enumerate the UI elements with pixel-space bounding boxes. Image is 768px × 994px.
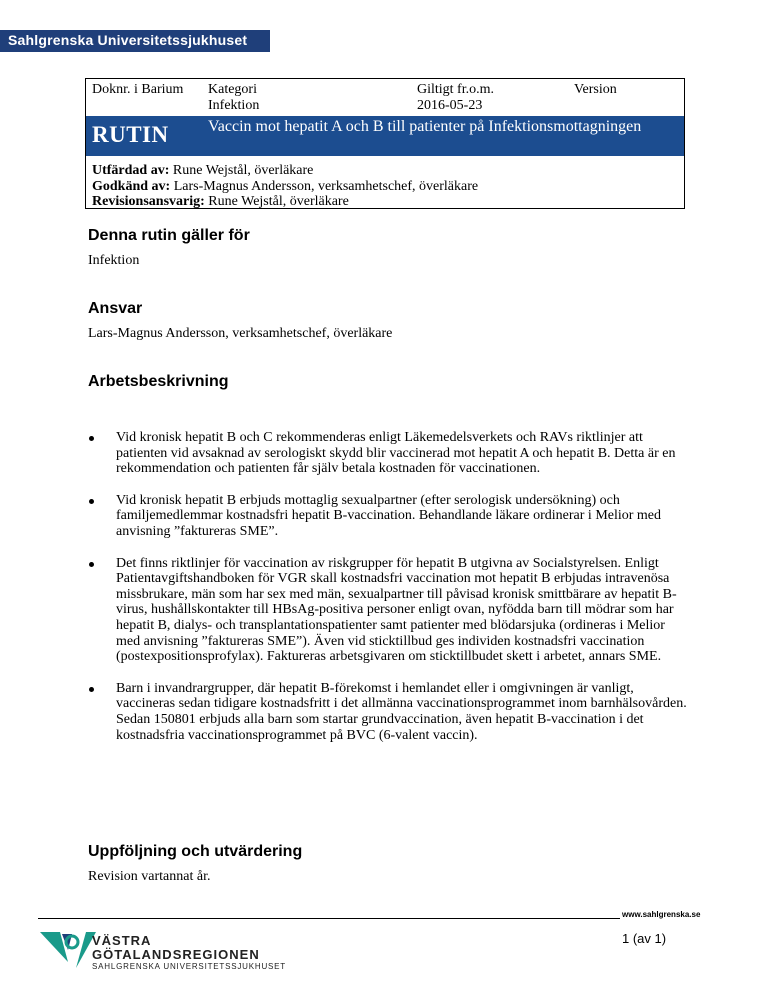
work-description-list — [88, 430, 688, 759]
responsibility-block — [92, 163, 478, 210]
rutin-label: RUTIN — [92, 122, 169, 147]
vgr-logo-icon — [38, 928, 98, 972]
list-item — [88, 430, 688, 477]
footer-divider — [38, 918, 620, 919]
logo-text-line2: GÖTALANDSREGIONEN — [92, 947, 260, 962]
list-item — [88, 556, 688, 665]
document-header-table — [85, 78, 685, 209]
godkand-value: Lars-Magnus Andersson, verksamhetschef, överläkare — [170, 178, 479, 194]
ansvar-text: Lars-Magnus Andersson, verksamhetschef, överläkare — [88, 326, 393, 341]
header-meta-row — [86, 79, 684, 116]
list-item — [88, 681, 688, 743]
bullet-icon — [89, 499, 94, 504]
logo-text-line1: VÄSTRA — [92, 933, 152, 948]
bullet-icon — [89, 687, 94, 692]
revision-value: Rune Wejstål, överläkare — [204, 194, 349, 209]
galler-text: Infektion — [88, 253, 140, 268]
utfardad-value: Rune Wejstål, överläkare — [169, 163, 314, 178]
bullet-icon — [89, 436, 94, 441]
giltigt-label: Giltigt fr.o.m. — [417, 82, 494, 97]
bullet-icon — [89, 562, 94, 567]
giltigt-cell — [417, 82, 494, 114]
kategori-label: Kategori — [208, 82, 257, 97]
kategori-cell — [208, 82, 259, 114]
revision-line — [92, 194, 478, 210]
list-item-text: Det finns riktlinjer för vaccination av riskgrupper för hepatit B utgivna av Socialstyrelsen. Enligt Patientavgiftshandboken för VGR skall kostnadsfri vaccination mot hepatit B erbjudas intravenösa missbrukare, män som har sex med män, sexualpartner till påvisad kronisk smittbärare av hepatit B-virus, hushållskontakter till HBsAg-positiva personer enligt ovan, nyfödda barn till mödrar som har hepatit B, dialys- och transplantationspatienter samt patienter med blödarsjuka (ordineras i Melior med anvisning ”faktureras SME”). Även vid sticktillbud ges individen kostnadsfri vaccination (postexpositionsprofylax). Faktureras arbetsgivaren om sticktillbudet skett i arbetet, annars SME. — [116, 555, 677, 665]
website-link[interactable]: www.sahlgrenska.se — [622, 910, 701, 919]
list-item-text: Vid kronisk hepatit B och C rekommenderas enligt Läkemedelsverkets och RAVs riktlinjer att patienten vid avsaknad av serologiskt skydd blir vaccinerad mot hepatit A och hepatit B. Detta är en rekommendation och patienten får själv betala kostnaden för vaccinationen. — [116, 430, 676, 477]
version-label: Version — [574, 82, 617, 97]
utfardad-line — [92, 163, 478, 179]
logo-text-line3: SAHLGRENSKA UNIVERSITETSSJUKHUSET — [92, 962, 286, 971]
kategori-value: Infektion — [208, 98, 260, 113]
uppfoljning-text: Revision vartannat år. — [88, 869, 211, 884]
godkand-line — [92, 179, 478, 195]
title-band — [86, 116, 684, 156]
list-item-text: Vid kronisk hepatit B erbjuds mottaglig sexualpartner (efter serologisk undersökning) och familjemedlemmar kostnadsfri hepatit B-vaccination. Behandlande läkare ordinerar i Melior med anvisning ”faktureras SME”. — [116, 492, 662, 539]
hospital-banner — [0, 30, 270, 52]
giltigt-value: 2016-05-23 — [417, 98, 483, 113]
doknr-label: Doknr. i Barium — [92, 82, 184, 97]
document-title: Vaccin mot hepatit A och B till patienter på Infektionsmottagningen — [208, 118, 642, 135]
list-item-text: Barn i invandrargrupper, där hepatit B-förekomst i hemlandet eller i omgivningen är vanligt, vaccineras sedan tidigare kostnadsfritt i det allmänna vaccinationsprogrammet inom barnhälsovården. Sedan 150801 erbjuds alla barn som startar grundvaccination, även hepatit B-vaccination i det kostnadsfria vaccinationsprogrammet på BVC (6-valent vaccin). — [116, 680, 687, 743]
hospital-banner-text: Sahlgrenska Universitetssjukhuset — [8, 32, 248, 48]
revision-label: Revisionsansvarig: — [92, 194, 205, 209]
utfardad-label: Utfärdad av: — [92, 163, 170, 178]
uppfoljning-heading: Uppföljning och utvärdering — [88, 843, 303, 860]
list-item — [88, 493, 688, 540]
arbets-heading: Arbetsbeskrivning — [88, 373, 229, 390]
galler-heading: Denna rutin gäller för — [88, 227, 250, 244]
ansvar-heading: Ansvar — [88, 300, 143, 317]
page-number: 1 (av 1) — [622, 931, 667, 946]
godkand-label: Godkänd av: — [92, 178, 171, 194]
